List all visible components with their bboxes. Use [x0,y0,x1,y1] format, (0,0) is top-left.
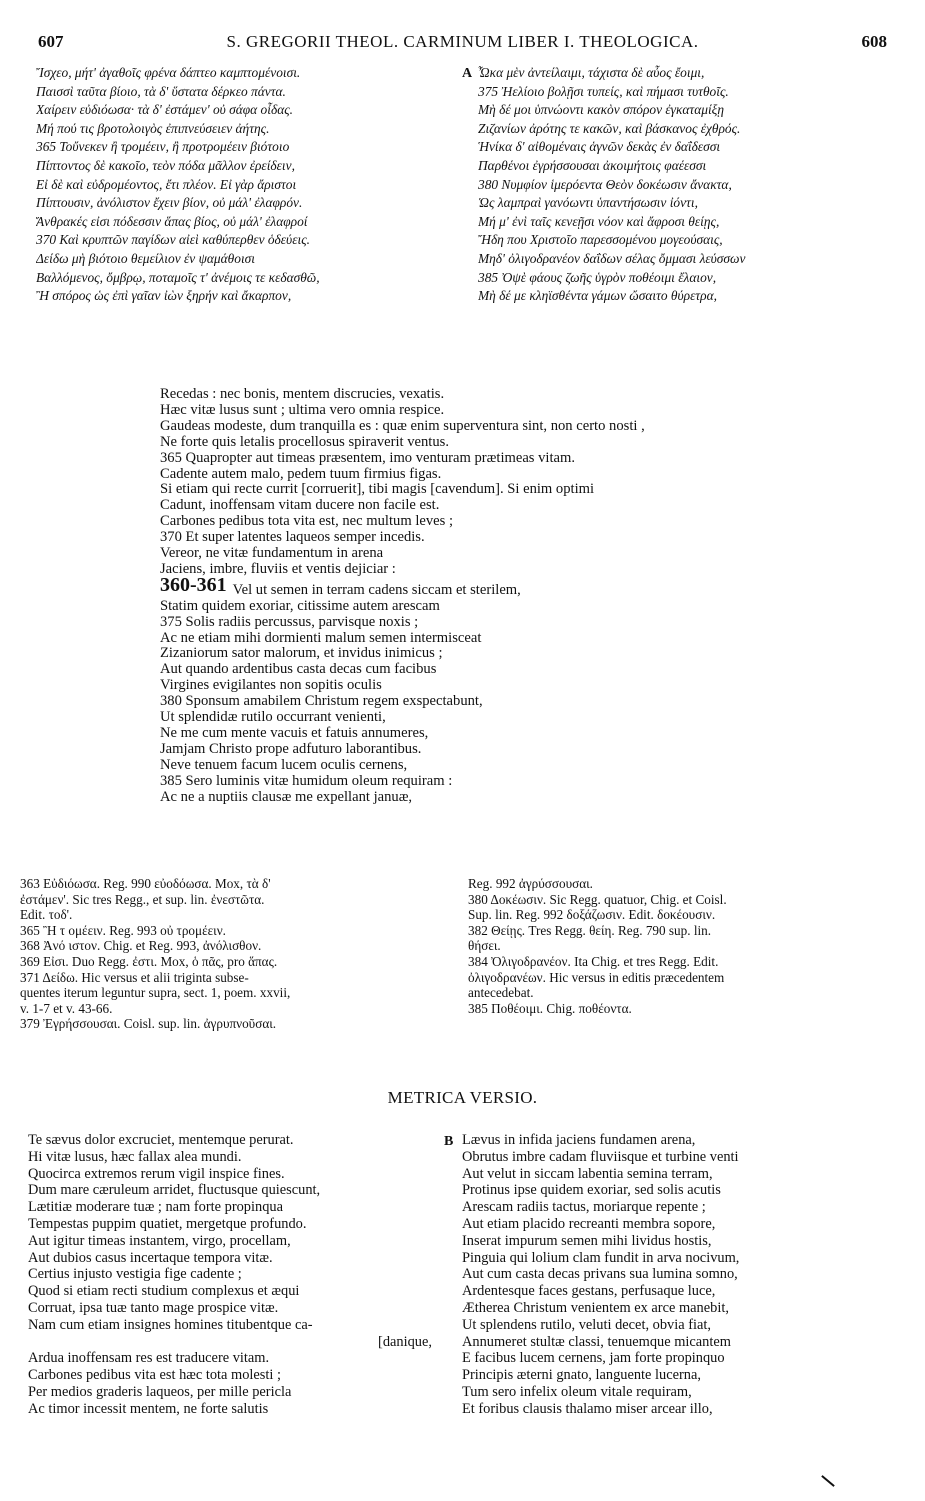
greek-verse-line: Βαλλόμενος, ὄμβρῳ, ποταμοῖς τ' ἀνέμοις τε κεδασθῶ, [36,269,320,285]
greek-verse-line: Ἢ σπόρος ὡς ἐπὶ γαῖαν ἰὼν ξηρήν καὶ ἄκαρπον, [36,288,292,304]
latin-verse-line: Aut quando ardentibus casta decas cum facibus [160,662,437,678]
footnote-line: 371 Δείδω. Hic versus et alii triginta subse- [20,969,249,985]
metrica-right-column [462,1132,902,1418]
footnote-line: Edit. τοδ'. [20,907,73,923]
page-number-left: 607 [38,32,64,51]
latin-verse-line: 385 Sero luminis vitæ humidum oleum requiram : [160,773,453,789]
latin-verse-line: Ut splendidæ rutilo occurrant venienti, [160,710,386,726]
footnotes-left [20,876,462,1032]
greek-verse-line: Πίπτουσιν, ἀνόλιστον ἔχειν βίον, οὐ μάλ' ἐλαφρόν. [36,195,303,211]
greek-verse-line: Ἄνθρακές εἰσι πόδεσσιν ἅπας βίος, οὐ μάλ' ἐλαφροί [36,213,308,229]
metrica-verse-line: Pinguia qui lolium clam fundit in arva nocivum, [462,1249,740,1266]
metrica-verse-line: Aut cum casta decas privans sua lumina somno, [462,1266,738,1283]
metrica-left-column [28,1132,432,1418]
footnote-line: quentes iterum leguntur supra, sect. 1, poem. xxvii, [20,985,291,1001]
latin-verse-line: Cadunt, inoffensam vitam ducere non facile est. [160,498,440,514]
latin-verse-line: 375 Solis radiis percussus, parvisque noxis ; [160,614,419,630]
metrica-verse-line: Ac timor incessit mentem, ne forte salutis [28,1400,269,1417]
footnote-line: 379 Ἐγρήσσουσαι. Coisl. sup. lin. ἀγρυπνοῦσαι. [20,1016,277,1032]
greek-verse-line: 370 Καὶ κρυπτῶν παγίδων αἰεὶ καθύπερθεν ὁδεύεις. [36,232,310,248]
footnote-line: 369 Εἰσι. Duo Regg. ἐστι. Mox, ὁ πᾶς, pro ἅπας. [20,953,278,969]
latin-verse-line: Neve tenuem facum lucem oculis cernens, [160,757,408,773]
latin-verse-line: Jamjam Christo prope adfuturo laborantibus. [160,741,422,757]
greek-verse-line: Παισσὶ ταῦτα βίοιο, τὰ δ' ὕστατα δέρκεο πάντα. [36,83,286,99]
metrica-verse-line: Aut etiam placido recreanti membra sopore, [462,1215,716,1232]
stray-pen-mark [821,1475,835,1487]
latin-verse-line: Ne me cum mente vacuis et fatuis annumeres, [160,725,429,741]
footnote-line: Sup. lin. Reg. 992 δοξάζωσιν. Edit. δοκέουσιν. [468,907,716,923]
metrica-verse-line: Carbones pedibus vita est hæc tota molesti ; [28,1367,281,1384]
section-marker-b: B [444,1134,454,1149]
metrica-verse-line: Et foribus clausis thalamo miser arcear illo, [462,1400,713,1417]
metrica-title: METRICA VERSIO. [387,1088,538,1107]
metrica-verse-line: Certius injusto vestigia fige cadente ; [28,1266,242,1283]
metrica-verse-line: Quod si etiam recti studium complexus et æqui [28,1283,300,1300]
footnote-line: 384 Ὀλιγοδρανέον. Ita Chig. et tres Regg. Edit. [468,953,719,969]
footnote-line: 380 Δοκέωσιν. Sic Regg. quatuor, Chig. et Coisl. [468,891,727,907]
metrica-verse-line: [danique, [378,1333,432,1350]
footnote-line: θήσει. [468,938,501,954]
metrica-verse-line: Principis æterni gnato, languente lucerna, [462,1367,701,1384]
greek-verse-line: Εἰ δὲ καὶ εὐδρομέοντος, ἔτι πλέον. Εἰ γὰρ ἄριστοι [36,176,297,192]
metrica-verse-line: Te sævus dolor excruciet, mentemque perurat. [28,1132,294,1148]
latin-verse-line: Recedas : nec bonis, mentem discrucies, vexatis. [160,387,445,402]
metrica-verse-line: Aut dubios casus incertaque tempora vitæ. [28,1249,273,1266]
footnote-line: antecedebat. [468,985,534,1001]
page-ref-number: 360-361 [160,577,227,594]
metrica-verse-line: Tempestas puppim quatiet, mergetque profundo. [28,1215,307,1232]
footnote-line: v. 1-7 et v. 43-66. [20,1000,113,1016]
footnote-line: 385 Ποθέοιμι. Chig. ποθέοντα. [468,1000,632,1016]
footnote-line: ὀλιγοδρανέων. Hic versus in editis præcedentem [468,969,725,985]
greek-verse-line: Ἴσχεο, μήτ' ἀγαθοῖς φρένα δάπτεο καμπτομένοισι. [36,65,301,80]
footnote-line: ἐστάμεν'. Sic tres Regg., et sup. lin. ἐνεστῶτα. [20,891,265,907]
greek-verse-line: Μή μ' ἐνὶ ταῖς κενεῇσι νόον καὶ ἄφροσι θείῃς, [478,213,720,229]
running-title: S. GREGORII THEOL. CARMINUM LIBER I. THEOLOGICA. [226,32,699,51]
latin-verse-line: 380 Sponsum amabilem Christum regem exspectabunt, [160,694,483,710]
metrica-verse-line: Protinus ipse quidem exoriar, sed solis acutis [462,1182,721,1199]
metrica-verse-line: Arescam radiis tactus, moriarque repente ; [462,1199,706,1216]
latin-verse-line: Virgines evigilantes non sopitis oculis [160,678,382,694]
metrica-verse-line: Lætitiæ moderare tuæ ; nam forte propinqua [28,1199,283,1216]
latin-verse-line-with-ref [160,578,880,599]
metrica-verse-line: Obrutus imbre cadam fluviisque et turbine venti [462,1148,739,1165]
latin-translation [160,387,880,805]
greek-verse-line: Ὡς λαμπραὶ γανόωντι ὑπαντήσωσιν ἰόντι, [478,195,698,211]
metrica-verse-line: E facibus lucem cernens, jam forte propinquo [462,1350,725,1367]
latin-verse-line: Gaudeas modeste, dum tranquilla es : quæ enim superventura sint, non certo nosti , [160,418,645,434]
greek-text-left [36,64,454,306]
metrica-verse-line: Inserat impurum semen mihi lividus hostis, [462,1232,712,1249]
metrica-verse-line: Aut igitur timeas instantem, virgo, procellam, [28,1232,291,1249]
greek-verse-line: Ἡνίκα δ' αἰθομέναις ἁγνῶν δεκὰς ἐν δαΐδεσσι [478,139,721,155]
greek-verse-line: Ζιζανίων ἀρότης τε κακῶν, καὶ βάσκανος ἐχθρός. [478,120,741,136]
metrica-verse-line: Nam cum etiam insignes homines titubentque ca- [28,1316,313,1333]
latin-verse-line: Carbones pedibus tota vita est, nec multum leves ; [160,514,454,530]
footnotes-right [468,876,898,1016]
metrica-verse-line: Aut velut in siccam labentia semina terram, [462,1165,713,1182]
latin-verse-line: Ac ne a nuptiis clausæ me expellant januæ, [160,789,413,805]
footnote-line: 365 Ἢ τ ομέειν. Reg. 993 οὐ τρομέειν. [20,922,226,938]
greek-verse-line: Μὴ δέ μοι ὑπνώοντι κακὸν σπόρον ἐγκαταμίξῃ [478,102,725,118]
metrica-verse-line: Annumeret stultæ classi, tenuemque micantem [462,1333,731,1350]
metrica-verse-line: Quocirca extremos rerum vigil inspice fines. [28,1165,285,1182]
metrica-verse-line: Hi vitæ lusus, hæc fallax alea mundi. [28,1148,242,1165]
greek-verse-line: Μή πού τις βροτολοιγὸς ἐπιπνεύσειεν ἀήτης. [36,120,270,136]
greek-verse-line: Δείδω μὴ βιότοιο θεμείλιον ἐν ψαμάθοισι [36,250,255,266]
latin-verse-line: 370 Et super latentes laqueos semper incedis. [160,530,425,546]
greek-verse-line: 375 Ἠελίοιο βολῇσι τυπείς, καὶ πήμασι τυτθοῖς. [478,83,729,99]
metrica-verse-line: Corruat, ipsa tuæ tanto mage prospice vitæ. [28,1299,279,1316]
metrica-verse-line: Ut splendens rutilo, veluti decet, obvia fiat, [462,1316,711,1333]
footnote-line: 382 Θείῃς. Tres Regg. θείη. Reg. 790 sup. lin. [468,922,712,938]
footnote-line: 368 Ἀνό ιστον. Chig. et Reg. 993, ἀνόλισθον. [20,938,262,954]
greek-verse-line: 365 Τοὔνεκεν ἢ τρομέειν, ἢ προτρομέειν βιότοιο [36,139,290,155]
greek-verse-line: Χαίρειν εὐδιόωσα· τὰ δ' ἐστάμεν' οὐ σάφα οἶδας. [36,102,294,118]
metrica-verse-line: Tum sero infelix oleum vitale requiram, [462,1383,692,1400]
section-marker-a: A [462,66,473,81]
metrica-verse-line: Ardentesque faces gestans, perfusaque luce, [462,1283,716,1300]
latin-verse-line: Ne forte quis letalis procellosus spiraverit ventus. [160,434,449,450]
metrica-verse-line: Per medios graderis laqueos, per mille pericla [28,1383,292,1400]
greek-verse-line: Μηδ' ὀλιγοδρανέον δαΐδων σέλας ὄμμασι λεύσσων [478,250,746,266]
latin-verse-line: Vel ut semen in terram cadens siccam et sterilem, [232,581,521,598]
greek-text-right [478,64,898,306]
metrica-verse-line: Lævus in infida jaciens fundamen arena, [462,1132,696,1148]
latin-verse-line: 365 Quapropter aut timeas præsentem, imo venturam prætimeas vitam. [160,450,576,466]
footnote-line: Reg. 992 ἀγρύσσουσαι. [468,876,593,891]
greek-verse-line: 385 Ὀψὲ φάους ζωῆς ὑγρὸν ποθέοιμι ἔλαιον, [478,269,717,285]
greek-verse-line: Ἤδη που Χριστοῖο παρεσσομένου μογεούσαις, [478,232,723,248]
greek-verse-line: Παρθένοι ἐγρήσσουσαι ἀκοιμήτοις φαέεσσι [478,157,707,173]
latin-verse-line: Statim quidem exoriar, citissime autem arescam [160,598,440,614]
greek-verse-line: 380 Νυμφίον ἱμερόεντα Θεὸν δοκέωσιν ἄνακτα, [478,176,732,192]
greek-verse-line: Πίπτοντος δὲ κακοῖο, τεὸν πόδα μᾶλλον ἐρείδειν, [36,157,295,173]
metrica-verse-line: Ardua inoffensam res est traducere vitam. [28,1350,270,1367]
latin-verse-line: Vereor, ne vitæ fundamentum in arena [160,546,384,562]
running-header [38,32,887,54]
footnote-line: 363 Εὐδιόωσα. Reg. 990 εὐοδόωσα. Mox, τὰ δ' [20,876,271,891]
metrica-verse-line: Ætherea Christum venientem ex arce manebit, [462,1299,729,1316]
greek-verse-line: Μὴ δέ με κληϊσθέντα γάμων ὤσαιτο θύρετρα, [478,288,717,304]
latin-verse-line: Cadente autem malo, pedem tuum firmius figas. [160,466,442,482]
latin-verse-line: Ac ne etiam mihi dormienti malum semen intermisceat [160,630,482,646]
latin-verse-line: Hæc vitæ lusus sunt ; ultima vero omnia respice. [160,402,445,418]
page-number-right: 608 [861,32,887,51]
latin-verse-line: Jaciens, imbre, fluviis et ventis dejiciar : [160,561,396,577]
latin-verse-line: Si etiam qui recte currit [corruerit], tibi magis [cavendum]. Si enim optimi [160,482,595,498]
latin-verse-line: Zizaniorum sator malorum, et invidus inimicus ; [160,646,443,662]
greek-verse-line: Ὦκα μὲν ἀντείλαιμι, τάχιστα δὲ αὖος ἔοιμι, [478,65,705,80]
metrica-verse-line: Dum mare cæruleum arridet, fluctusque quiescunt, [28,1182,321,1199]
